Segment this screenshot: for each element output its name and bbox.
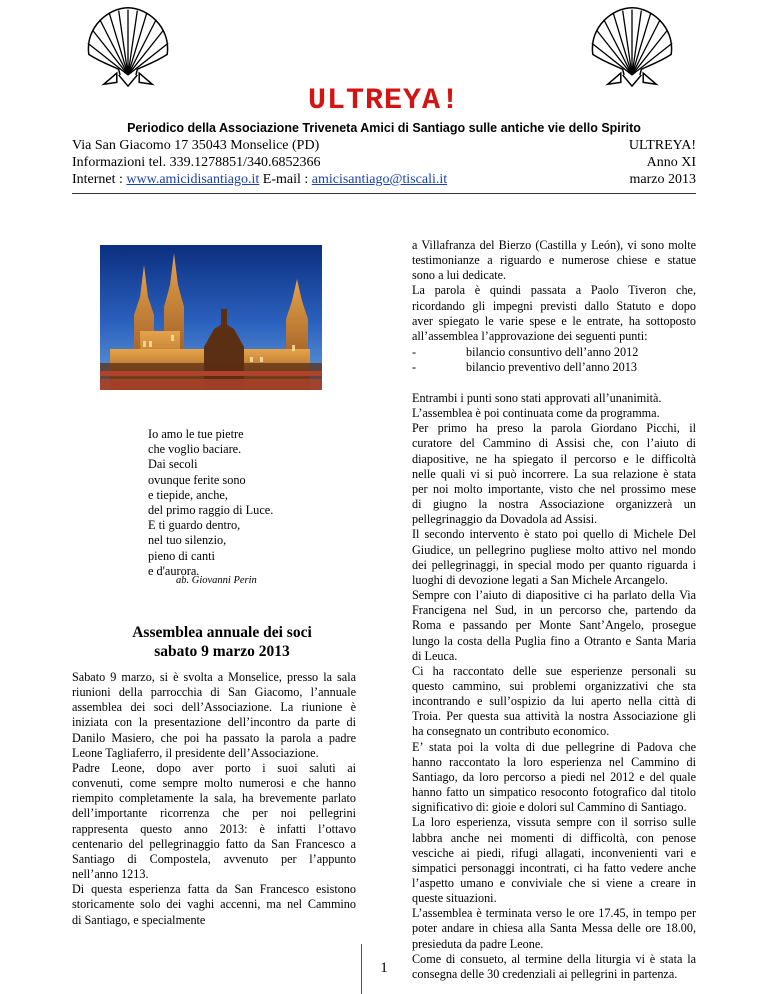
text-line: Di questa esperienza fatta da San Francesco esistono [72,882,356,897]
text-line: hanno fatto un simpatico resoconto fotografico dal titolo [412,785,696,800]
poem-line: pieno di canti [148,548,215,563]
header-divider [72,193,696,194]
agenda-item: - bilancio consuntivo dell’anno 2012 [412,345,639,359]
issue-info [629,137,696,188]
poem-line: e tiepide, anche, [148,487,228,502]
poem [148,427,273,579]
text-line: Santiago di Compostela, avvenuto per l’appunto [72,851,356,866]
text-line: rappresenta questo anno 2013: è infatti l’ottavo [72,821,356,836]
text-line: incontrando e sull’ospizio da lui aperto nella città di [412,694,696,709]
text-line: vesciche ai piedi, rifugi allagati, inconvenienti vari e [412,845,696,860]
website-link[interactable]: www.amicidisantiago.it [126,172,260,187]
poem-line: che voglio baciare. [148,442,242,457]
internet-label: Internet : [72,172,127,187]
page-number: 1 [380,960,388,976]
article-title [72,623,372,661]
text-line: Leone Tagliaferro, il presidente dell’Associazione. [72,745,319,760]
text-line: labbra anche nei momenti di difficoltà, con penose [412,830,696,845]
text-line: consegna delle 30 credenziali ai pellegrini in partenza. [412,966,678,981]
agenda-list [412,345,638,375]
text-line: poter andare in chiesa alla Santa Messa delle ore 18.00, [412,921,696,936]
cathedral-photo [100,245,322,390]
text-line: centenario del pellegrinaggio fatto da San Francesco a [72,836,356,851]
text-line: simpatici personaggi incontrati, ci ha fatto vedere anche [412,860,696,875]
subtitle: Periodico della Associazione Triveneta Amici di Santiago sulle antiche vie dello Spirito [127,121,641,135]
text-line: dell’importante ricorrenza che per noi pellegrini [72,806,356,821]
text-line: significativo di: gioie e dolori sul Cammino di Santiago. [412,800,687,815]
text-line: convenuti, come sempre molto numerosi e che hanno [72,776,356,791]
text-line: questo cammino, sui problemi organizzativi che sta [412,678,696,693]
text-line: Giudice, un pellegrino pugliese molto attivo nel mondo [412,542,696,557]
text-line: Sempre con l’aiuto di diapositive ci ha parlato della Via [412,588,696,603]
text-line: sono a lui dedicate. [412,268,507,283]
text-line: dei pellegrinaggi, in special modo per quanto riguarda i [412,557,696,572]
scallop-shell-icon [80,4,176,88]
text-line: iniziata con la presentazione dell’incontro da parte di [72,715,356,730]
text-line: luoghi di devozione legati a San Michele Arcangelo. [412,572,668,587]
agenda-item: - bilancio preventivo dell’anno 2013 [412,360,637,375]
text-line: di Leuca. [412,648,458,663]
text-line: assemblea dei soci dell’Associazione. La riunione è [72,700,356,715]
email-link[interactable]: amicisantiago@tiscali.it [311,172,448,187]
text-line: lungo la costa della Puglia fino a Otranto e Santa Maria [412,633,696,648]
address: Via San Giacomo 17 35043 Monselice (PD) [72,138,320,153]
text-line: nelle quali vi si può incorrere. La sua relazione è stata [412,466,696,481]
text-line: curatore del Cammino di Assisi che, con l’aiuto di [412,436,696,451]
phone: Informazioni tel. 339.1278851/340.6852366 [72,155,321,170]
issue-year: Anno XI [646,155,696,170]
text-line: Il secondo intervento è stato poi quello di Michele Del [412,527,696,542]
text-line: E’ stata poi la volta di due pellegrine di Padova che [412,739,696,754]
article-body-left [72,670,356,928]
issue-date: marzo 2013 [629,172,696,187]
text-line: L’assemblea è poi continuata come da programma. [412,406,660,421]
article-body-right-top [412,238,696,344]
poem-author: ab. Giovanni Perin [176,575,257,586]
text-line: ricordando gli impegni previsti dallo Statuto e dopo [412,298,696,313]
text-line: Entrambi i punti sono stati approvati all’unanimità. [412,391,662,405]
text-line: diapositive, ne ha spiegato il percorso e le difficoltà [412,451,696,466]
text-line: nell’anno 1213. [72,867,149,882]
poem-line: E ti guardo dentro, [148,518,241,533]
text-line: riempito completamente la sala, ha brevemente parlato [72,791,356,806]
article-title-line: Assemblea annuale dei soci [132,624,312,641]
text-line: hanno raccontato la loro esperienza nel Cammino di [412,754,696,769]
text-line: L’assemblea è terminata verso le ore 17.45, in tempo per [412,906,696,921]
text-line: Santiago, da loro percorso a piedi nel 2012 e del quale [412,769,696,784]
text-line: di Santiago, e specialmente [72,912,206,927]
poem-line: del primo raggio di Luce. [148,503,274,518]
text-line: per noi molto importante, visto che nel prossimo mese [412,481,696,496]
text-line: Ci ha raccontato delle sue esperienze personali su [412,663,696,678]
masthead-title: ULTREYA! [307,84,461,118]
text-line: Sabato 9 marzo, si è svolta a Monselice, presso la sala [72,670,356,684]
text-line: La loro esperienza, vissuta sempre con il sorriso sulle [412,815,696,830]
internet-line [72,171,447,188]
article-body-right-bottom [412,391,696,982]
text-line: riunioni della parrocchia di San Giacomo, l’annuale [72,685,356,700]
scallop-shell-icon [584,4,680,88]
text-line: storicamente solo dei vaghi accenni, ma nel Cammino [72,897,356,912]
text-line: Francigena nel Sud, in un percorso che, partendo da [412,603,696,618]
text-line: di giugno la nostra Associazione organizzerà un [412,497,696,512]
article-date-line: sabato 9 marzo 2013 [154,643,290,660]
text-line: La parola è quindi passata a Paolo Tiveron che, [412,283,696,298]
text-line: Danilo Masiero, che poi ha passato la parola a padre [72,730,356,745]
text-line: all’assemblea l’approvazione dei seguenti punti: [412,328,648,343]
text-line: presieduta da padre Leone. [412,936,544,951]
text-line: a Villafranza del Bierzo (Castilla y León), vi sono molte [412,238,696,252]
text-line: ha consegnato un contributo economico. [412,724,610,739]
poem-line: Dai secoli [148,457,198,472]
text-line: Come di consueto, al termine della liturgia vi è stata la [412,951,696,966]
poem-line: Io amo le tue pietre [148,427,244,441]
header-contacts [72,137,447,188]
text-line: Troia. Per questa sua attività la nostra Associazione gli [412,709,696,724]
email-label: E-mail : [259,172,312,187]
poem-line: ovunque ferite sono [148,472,246,487]
issue-title: ULTREYA! [628,138,696,153]
text-line: Padre Leone, dopo aver porto i suoi saluti ai [72,760,356,775]
text-line: Per primo ha preso la parola Giordano Picchi, il [412,421,696,436]
text-line: aver spiegato le varie spese e le entrate, ha sottoposto [412,313,696,328]
text-line: queste situazioni. [412,891,497,906]
poem-line: e d'aurora. [148,563,200,578]
text-line: pellegrinaggio da Dovadola ad Assisi. [412,512,598,527]
poem-line: nel tuo silenzio, [148,533,227,548]
text-line: testimonianze a riguardo e numerose chiese e statue [412,253,696,268]
text-line: l’aspetto umano e conviviale che si viene a creare in [412,876,696,890]
text-line: Roma e passando per Monte Sant’Angelo, prosegue [412,618,696,633]
